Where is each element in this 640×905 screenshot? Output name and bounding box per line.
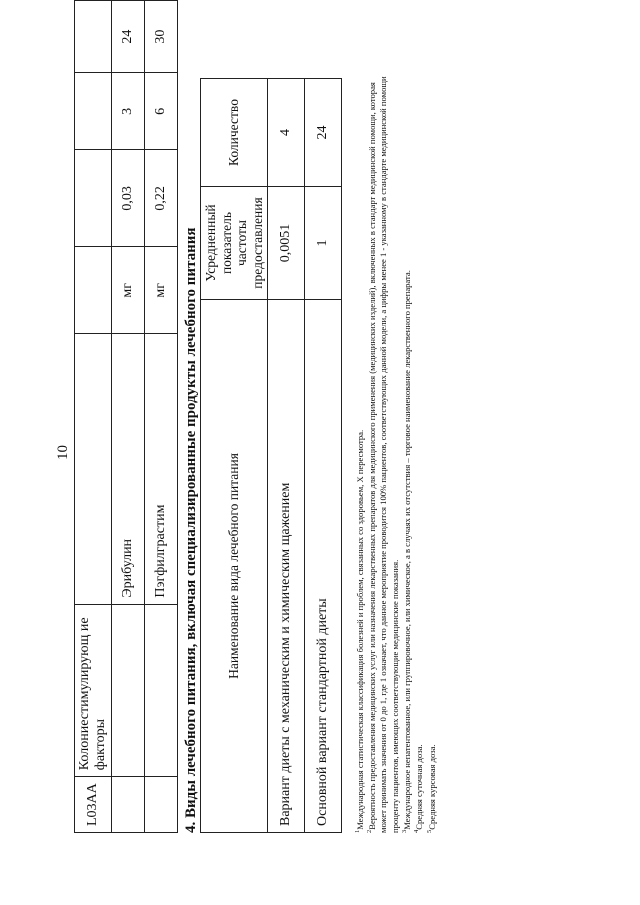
course-dose-cell: 30	[145, 1, 178, 73]
drug-name-cell: Пэгфилграстим	[145, 334, 178, 604]
frequency-cell: 0,03	[112, 150, 145, 247]
diet-frequency-cell: 1	[305, 187, 342, 300]
table-row	[145, 1, 178, 833]
medication-table	[74, 0, 178, 833]
frequency-cell: 0,22	[145, 150, 178, 247]
drug-group-cell	[145, 604, 178, 777]
footnote: $^4$Средняя суточная доза.	[413, 744, 425, 833]
unit-cell: мг	[145, 247, 178, 334]
daily-dose-cell: 6	[145, 73, 178, 150]
table-row	[112, 1, 145, 833]
drug-group-cell	[112, 604, 145, 777]
nutrition-table	[200, 78, 342, 833]
diet-name-cell: Вариант диеты с механическим и химическим щажением	[268, 300, 305, 833]
atc-code-cell	[145, 777, 178, 833]
footnotes	[354, 73, 438, 833]
diet-quantity-cell: 24	[305, 79, 342, 187]
unit-cell	[75, 247, 112, 334]
daily-dose-cell: 3	[112, 73, 145, 150]
table-row	[75, 1, 112, 833]
footnote: $^2$Вероятность предоставления медицинских услуг или назначения лекарственных препаратов для медицинского применения (медицинских изделий), включенных в стандарт медицинской помощи, которая может принимать значения от 0 до 1, где 1 означает, что данное мероприятие проводится 100% пациентов, соответствующих данной модели, а цифры менее 1 - указанному в стандарте медицинской помощи проценту пациентов, имеющих соответствующие медицинские показания.	[366, 76, 400, 833]
course-dose-cell: 24	[112, 1, 145, 73]
frequency-cell	[75, 150, 112, 247]
header-frequency: Усредненный показатель частоты предоставления	[201, 187, 268, 300]
section-title: 4. Виды лечебного питания, включая специализированные продукты лечебного питания	[183, 227, 199, 833]
drug-name-cell: Эрибулин	[112, 334, 145, 604]
header-quantity: Количество	[201, 79, 268, 187]
unit-cell: мг	[112, 247, 145, 334]
atc-code-cell: L03AA	[75, 777, 112, 833]
daily-dose-cell	[75, 73, 112, 150]
drug-name-cell	[75, 334, 112, 604]
diet-frequency-cell: 0,0051	[268, 187, 305, 300]
header-row	[201, 79, 268, 833]
table-row	[305, 79, 342, 833]
atc-code-cell	[112, 777, 145, 833]
diet-name-cell: Основной вариант стандартной диеты	[305, 300, 342, 833]
footnote: $^1$Международная статистическая классификация болезней и проблем, связанных со здоровьем, X пересмотра.	[354, 429, 365, 833]
drug-group-cell: Колониестимулирующ ие факторы	[75, 604, 112, 777]
page-number: 10	[55, 445, 71, 460]
table-row	[268, 79, 305, 833]
header-name: Наименование вида лечебного питания	[201, 300, 268, 833]
footnote: $^3$Международное непатентованное, или группировочное, или химическое, а в случаях их отсутствия – торговое наименование лекарственного препарата.	[401, 270, 412, 833]
course-dose-cell	[75, 1, 112, 73]
diet-quantity-cell: 4	[268, 79, 305, 187]
footnote: $^5$Средняя курсовая доза.	[425, 744, 437, 833]
